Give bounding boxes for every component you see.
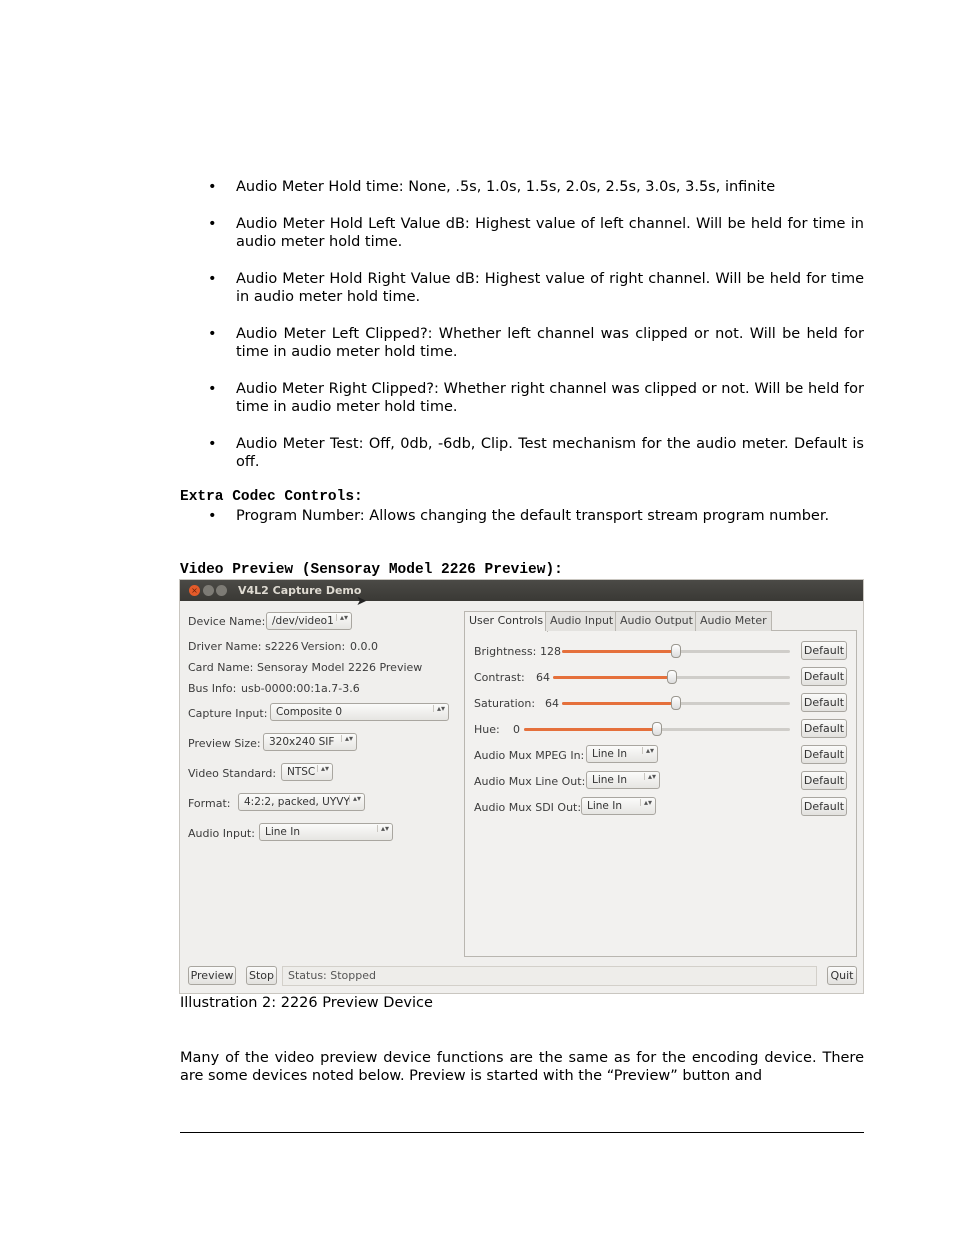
brightness-slider-handle[interactable] bbox=[671, 644, 681, 658]
version-label: Version: bbox=[301, 640, 346, 653]
brightness-default-button[interactable]: Default bbox=[801, 641, 847, 660]
chevron-updown-icon: ▴▾ bbox=[317, 765, 329, 772]
chevron-updown-icon: ▴▾ bbox=[642, 747, 654, 754]
chevron-updown-icon: ▴▾ bbox=[644, 773, 656, 780]
brightness-slider[interactable] bbox=[562, 650, 790, 653]
audio-mux-mpeg-label: Audio Mux MPEG In: bbox=[474, 749, 585, 762]
footer-divider bbox=[180, 1132, 864, 1133]
chevron-updown-icon: ▴▾ bbox=[377, 825, 389, 832]
audio-mux-line-label: Audio Mux Line Out: bbox=[474, 775, 586, 788]
contrast-value: 64 bbox=[536, 671, 550, 684]
card-name-label: Card Name: bbox=[188, 661, 254, 674]
hue-slider-handle[interactable] bbox=[652, 722, 662, 736]
audio-input-label: Audio Input: bbox=[188, 827, 255, 840]
preview-size-label: Preview Size: bbox=[188, 737, 261, 750]
chevron-updown-icon: ▴▾ bbox=[433, 705, 445, 712]
capture-input-label: Capture Input: bbox=[188, 707, 268, 720]
chevron-updown-icon: ▴▾ bbox=[349, 795, 361, 802]
hue-value: 0 bbox=[513, 723, 520, 736]
version-value: 0.0.0 bbox=[350, 640, 378, 653]
list-item: • Audio Meter Hold time: None, .5s, 1.0s, 1.5s, 2.0s, 2.5s, 3.0s, 3.5s, infinite bbox=[208, 179, 776, 195]
chevron-updown-icon: ▴▾ bbox=[640, 799, 652, 806]
chevron-updown-icon: ▴▾ bbox=[341, 735, 353, 742]
window-title: V4L2 Capture Demo bbox=[238, 584, 362, 597]
audio-mux-sdi-select[interactable]: Line In ▴▾ bbox=[581, 797, 656, 815]
brightness-label: Brightness: bbox=[474, 645, 537, 658]
extra-codec-list bbox=[180, 507, 864, 525]
contrast-label: Contrast: bbox=[474, 671, 525, 684]
list-item: • Audio Meter Left Clipped?: Whether left channel was clipped or not. Will be held for time in audio meter hold time. bbox=[208, 326, 864, 360]
driver-name-label: Driver Name: bbox=[188, 640, 262, 653]
hue-slider[interactable] bbox=[524, 728, 790, 731]
contrast-slider-handle[interactable] bbox=[667, 670, 677, 684]
contrast-default-button[interactable]: Default bbox=[801, 667, 847, 686]
capture-input-select[interactable]: Composite 0 ▴▾ bbox=[270, 703, 449, 721]
hue-default-button[interactable]: Default bbox=[801, 719, 847, 738]
mouse-cursor-icon: ➤ bbox=[356, 594, 367, 609]
tab-user-controls[interactable]: User Controls bbox=[464, 611, 548, 632]
stop-button[interactable]: Stop bbox=[246, 966, 277, 985]
video-preview-heading: Video Preview (Sensoray Model 2226 Preview): bbox=[180, 562, 563, 578]
audio-mux-mpeg-default-button[interactable]: Default bbox=[801, 745, 847, 764]
capture-demo-window bbox=[179, 579, 864, 994]
tab-audio-input[interactable]: Audio Input bbox=[545, 611, 618, 631]
audio-mux-line-select[interactable]: Line In ▴▾ bbox=[586, 771, 660, 789]
brightness-value: 128 bbox=[540, 645, 561, 658]
audio-meter-bullet-list bbox=[180, 178, 864, 490]
audio-mux-mpeg-select[interactable]: Line In ▴▾ bbox=[586, 745, 658, 763]
list-item: • Audio Meter Hold Right Value dB: Highest value of right channel. Will be held for time in audio meter hold time. bbox=[208, 271, 864, 305]
contrast-slider[interactable] bbox=[553, 676, 790, 679]
hue-label: Hue: bbox=[474, 723, 500, 736]
window-titlebar bbox=[180, 580, 863, 601]
video-standard-label: Video Standard: bbox=[188, 767, 277, 780]
quit-button[interactable]: Quit bbox=[827, 966, 857, 985]
list-item: • Audio Meter Test: Off, 0db, -6db, Clip. Test mechanism for the audio meter. Default is off. bbox=[208, 436, 864, 470]
saturation-slider-handle[interactable] bbox=[671, 696, 681, 710]
saturation-default-button[interactable]: Default bbox=[801, 693, 847, 712]
format-select[interactable]: 4:2:2, packed, UYVY ▴▾ bbox=[238, 793, 365, 811]
audio-input-select[interactable]: Line In ▴▾ bbox=[259, 823, 393, 841]
device-name-select[interactable]: /dev/video1 ▴▾ bbox=[266, 612, 352, 630]
video-standard-select[interactable]: NTSC ▴▾ bbox=[281, 763, 333, 781]
tab-audio-output[interactable]: Audio Output bbox=[615, 611, 698, 631]
audio-mux-sdi-label: Audio Mux SDI Out: bbox=[474, 801, 582, 814]
device-name-label: Device Name: bbox=[188, 615, 266, 628]
preview-button[interactable]: Preview bbox=[188, 966, 236, 985]
audio-mux-line-default-button[interactable]: Default bbox=[801, 771, 847, 790]
bus-info-label: Bus Info: bbox=[188, 682, 237, 695]
figure-caption: Illustration 2: 2226 Preview Device bbox=[180, 995, 433, 1011]
maximize-icon[interactable] bbox=[216, 585, 227, 596]
format-label: Format: bbox=[188, 797, 231, 810]
driver-name-value: s2226 bbox=[265, 640, 299, 653]
saturation-value: 64 bbox=[545, 697, 559, 710]
list-item: • Audio Meter Right Clipped?: Whether right channel was clipped or not. Will be held for time in audio meter hold time. bbox=[208, 381, 864, 415]
minimize-icon[interactable] bbox=[203, 585, 214, 596]
preview-size-select[interactable]: 320x240 SIF ▴▾ bbox=[263, 733, 357, 751]
saturation-slider[interactable] bbox=[562, 702, 790, 705]
body-paragraph: Many of the video preview device functions are the same as for the encoding device. There are some devices noted below. Preview is started with the “Preview” button and bbox=[180, 1050, 864, 1084]
saturation-label: Saturation: bbox=[474, 697, 536, 710]
audio-mux-sdi-default-button[interactable]: Default bbox=[801, 797, 847, 816]
bus-info-value: usb-0000:00:1a.7-3.6 bbox=[241, 682, 360, 695]
tab-audio-meter[interactable]: Audio Meter bbox=[695, 611, 772, 631]
extra-codec-heading: Extra Codec Controls: bbox=[180, 489, 363, 505]
list-item: • Program Number: Allows changing the default transport stream program number. bbox=[208, 508, 830, 524]
card-name-value: Sensoray Model 2226 Preview bbox=[257, 661, 423, 674]
list-item: • Audio Meter Hold Left Value dB: Highest value of left channel. Will be held for time in audio meter hold time. bbox=[208, 216, 864, 250]
status-bar: Status: Stopped bbox=[282, 966, 817, 986]
close-icon[interactable]: × bbox=[189, 585, 200, 596]
chevron-updown-icon: ▴▾ bbox=[336, 614, 348, 621]
